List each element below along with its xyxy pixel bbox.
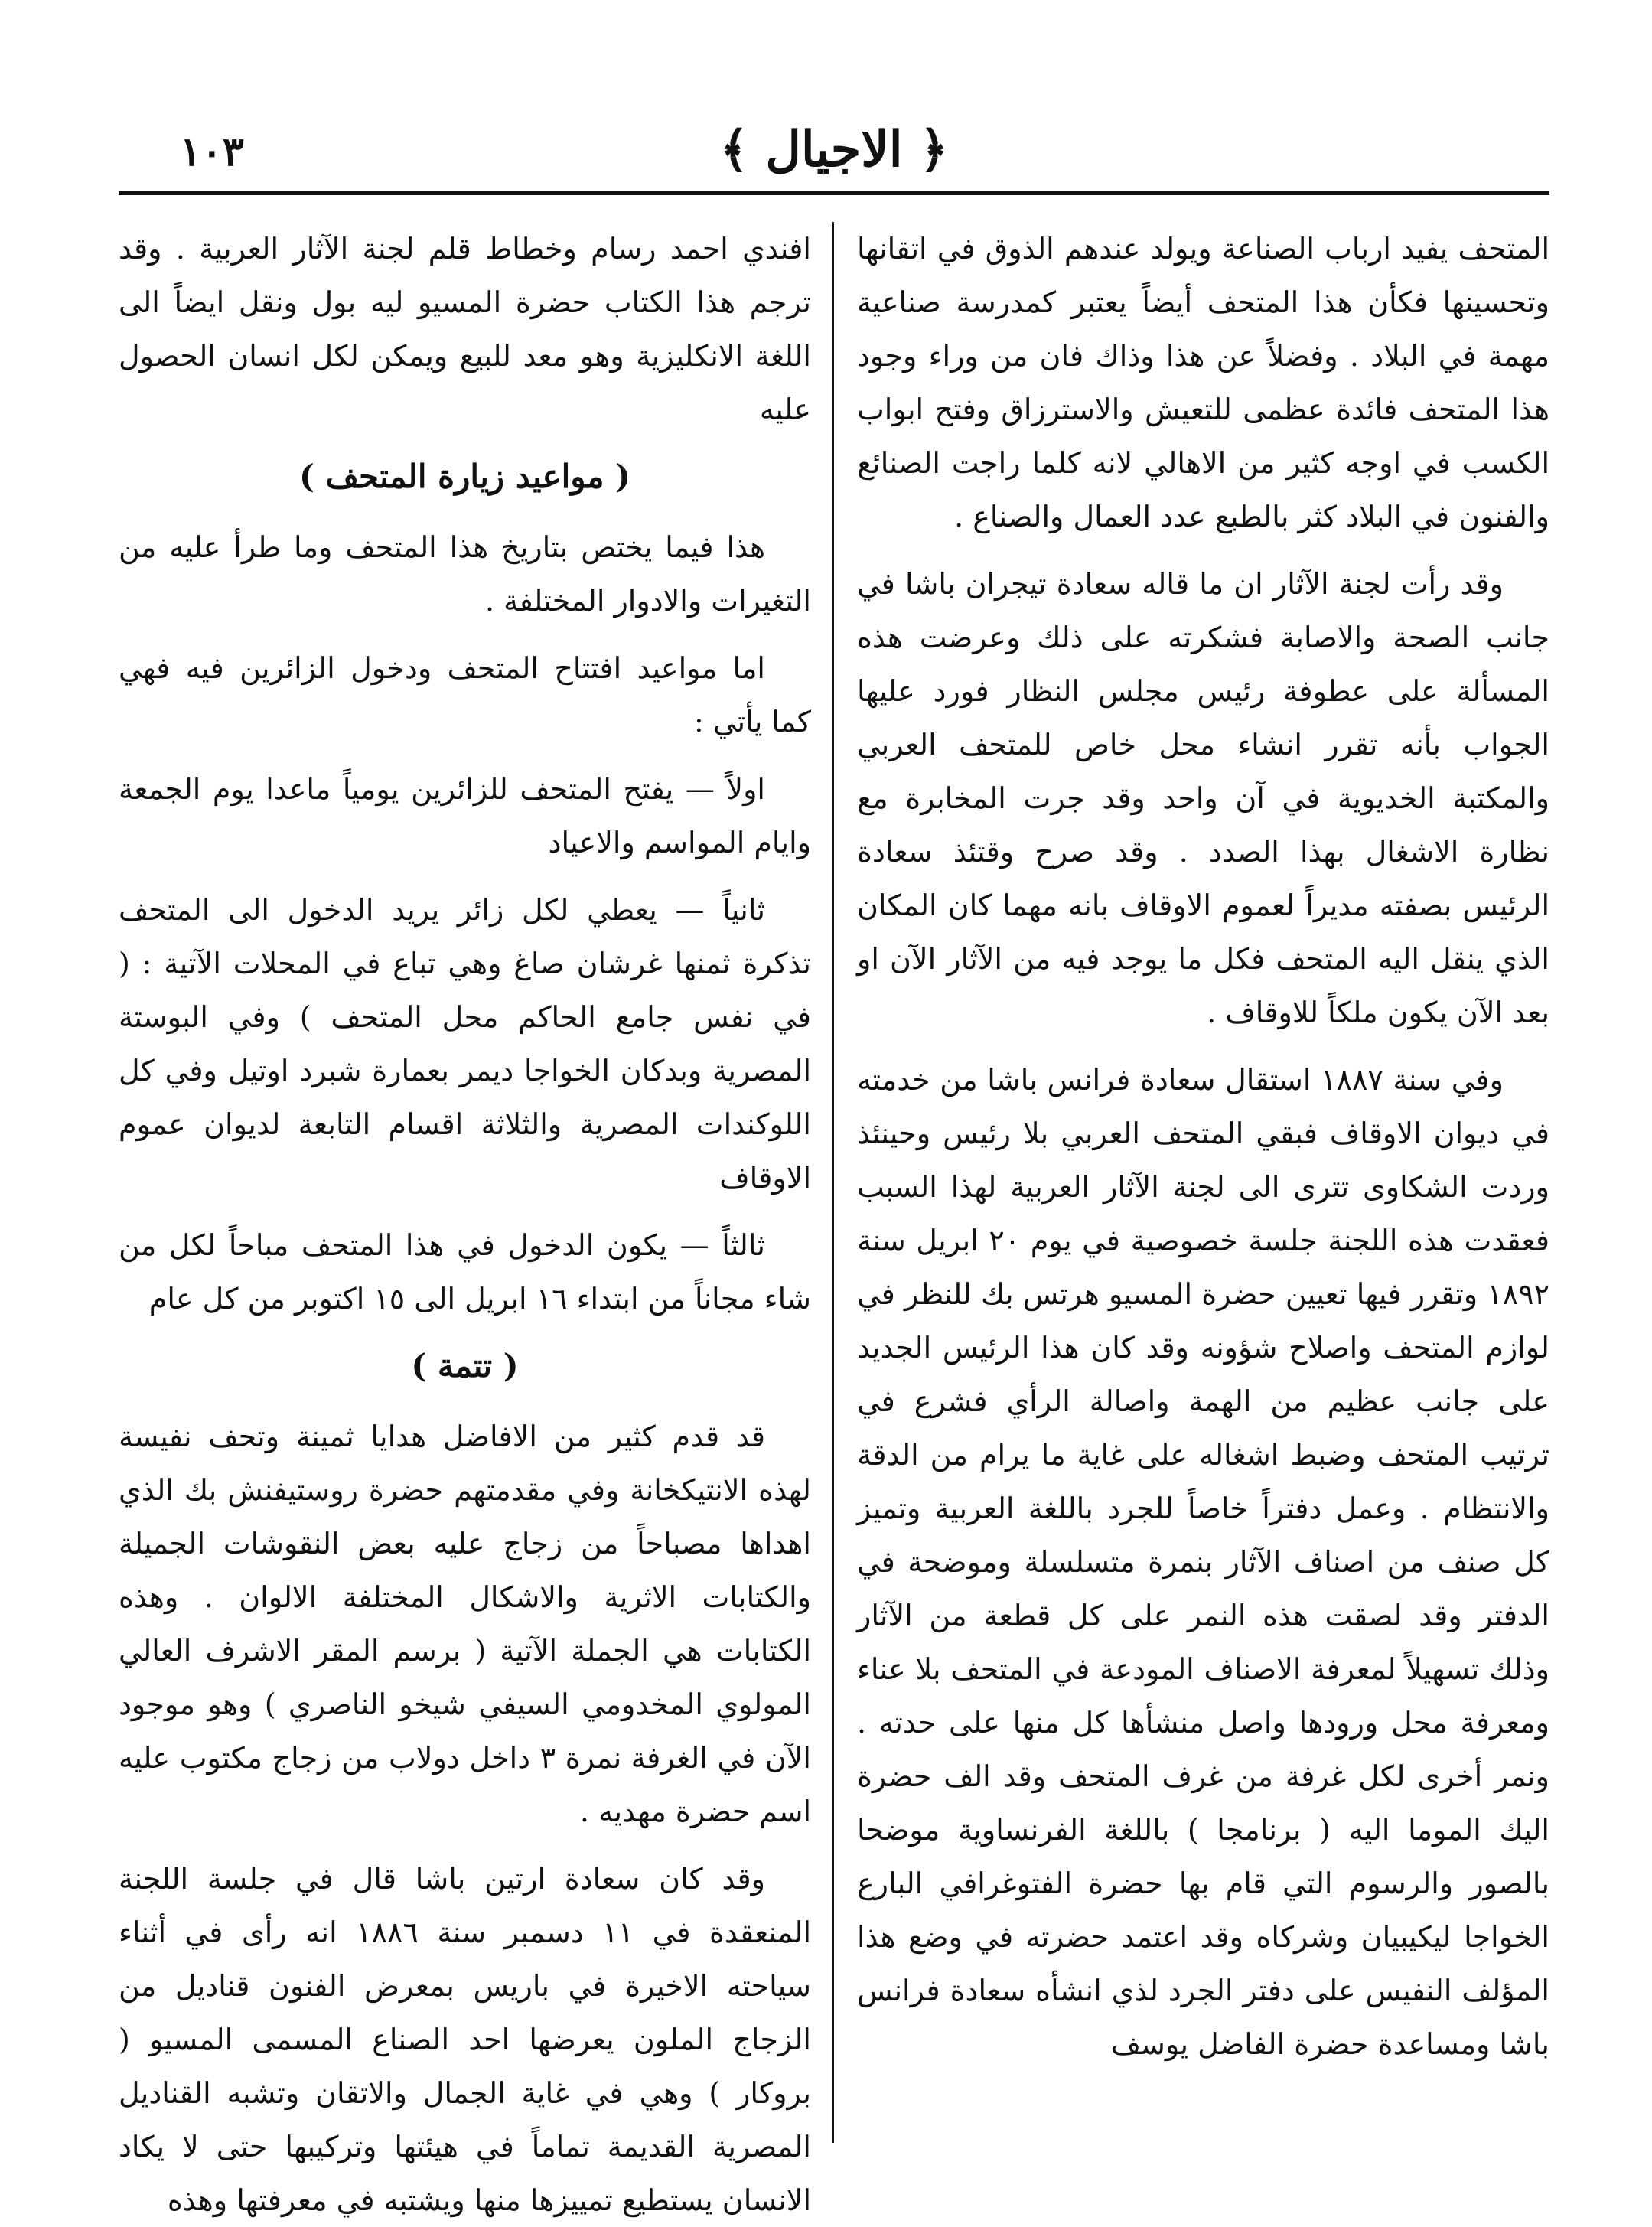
paragraph: اما مواعيد افتتاح المتحف ودخول الزائرين فيه فهي كما يأتي : <box>119 651 811 739</box>
paragraph: اولاً — يفتح المتحف للزائرين يومياً ماعدا يوم الجمعة وايام المواسم والاعياد <box>119 772 811 859</box>
section-heading: ( مواعيد زيارة المتحف ) <box>299 458 630 495</box>
column-divider <box>832 222 834 2143</box>
right-column <box>857 222 1549 2143</box>
publication-title: ﴿ الاجيال ﴾ <box>719 121 949 178</box>
left-column <box>119 222 811 2217</box>
paragraph: وقد كان سعادة ارتين باشا قال في جلسة اللجنة المنعقدة في ١١ دسمبر سنة ١٨٨٦ انه رأى في أثناء سياحته الاخيرة في باريس بمعرض الفنون قناديل من الزجاج الملون يعرضها احد الصناع المسمى المسيو ( بروكار ) وهي في غاية الجمال والاتقان وتشبه القناديل المصرية القديمة تماماً في هيئتها وتركيبها حتى لا يكاد الانسان يستطيع تمييزها منها ويشتبه في معرفتها وهذه <box>119 1862 811 2217</box>
newspaper-page <box>119 115 1549 2217</box>
section-heading: ( تتمة ) <box>411 1347 519 1384</box>
paragraph: وقد رأت لجنة الآثار ان ما قاله سعادة تيجران باشا في جانب الصحة والاصابة فشكرته على ذلك وعرضت هذه المسألة على عطوفة رئيس مجلس النظار فورد عليها الجواب بأنه تقرر انشاء محل خاص للمتحف العربي والمكتبة الخديوية في آن واحد وقد جرت المخابرة مع نظارة الاشغال بهذا الصدد . وقد صرح وقتئذ سعادة الرئيس بصفته مديراً لعموم الاوقاف بانه مهما كان المكان الذي ينقل اليه المتحف فكل ما يوجد فيه من الآثار الآن او بعد الآن يكون ملكاً للاوقاف . <box>857 567 1549 1029</box>
paragraph: ثالثاً — يكون الدخول في هذا المتحف مباحاً لكل من شاء مجاناً من ابتداء ١٦ ابريل الى ١٥ اكتوبر من كل عام <box>119 1228 811 1316</box>
paragraph: المتحف يفيد ارباب الصناعة ويولد عندهم الذوق في اتقانها وتحسينها فكأن هذا المتحف أيضاً يعتبر كمدرسة صناعية مهمة في البلاد . وفضلاً عن هذا وذاك فان من وراء وجود هذا المتحف فائدة عظمى للتعيش والاسترزاق وفتح ابواب الكسب في اوجه كثير من الاهالي لانه كلما راجت الصنائع والفنون في البلاد كثر بالطبع عدد العمال والصناع . <box>857 232 1549 533</box>
paragraph: وفي سنة ١٨٨٧ استقال سعادة فرانس باشا من خدمته في ديوان الاوقاف فبقي المتحف العربي بلا رئيس وحينئذ وردت الشكاوى تترى الى لجنة الآثار العربية لهذا السبب فعقدت هذه اللجنة جلسة خصوصية في يوم ٢٠ ابريل سنة ١٨٩٢ وتقرر فيها تعيين حضرة المسيو هرتس بك للنظر في لوازم المتحف واصلاح شؤونه وقد كان هذا الرئيس الجديد على جانب عظيم من الهمة واصالة الرأي فشرع في ترتيب المتحف وضبط اشغاله على غاية ما يرام من الدقة والانتظام . وعمل دفتراً خاصاً للجرد باللغة العربية وتميز كل صنف من اصناف الآثار بنمرة متسلسلة وموضحة في الدفتر وقد لصقت هذه النمر على كل قطعة من الآثار وذلك تسهيلاً لمعرفة الاصناف المودعة في المتحف بلا عناء ومعرفة محل ورودها واصل منشأها كل منها على حدته . ونمر أخرى لكل غرفة من غرف المتحف وقد الف حضرة اليك الموما اليه ( برنامجا ) باللغة الفرنساوية موضحا بالصور والرسوم التي قام بها حضرة الفتوغرافي البارع الخواجا ليكيبيان وشركاه وقد اعتمد حضرته في وضع هذا المؤلف النفيس على دفتر الجرد لذي انشأه سعادة فرانس باشا ومساعدة حضرة الفاضل يوسف <box>857 1063 1549 2061</box>
page-header <box>119 115 1549 199</box>
paragraph: ثانياً — يعطي لكل زائر يريد الدخول الى المتحف تذكرة ثمنها غرشان صاغ وهي تباع في المحلات الآتية : ( في نفس جامع الحاكم محل المتحف ) وفي البوستة المصرية وبدكان الخواجا ديمر بعمارة شبرد اوتيل وفي كل اللوكندات المصرية والثلاثة اقسام التابعة لديوان عموم الاوقاف <box>119 893 811 1195</box>
text-columns <box>119 222 1549 2217</box>
header-rule <box>119 191 1549 195</box>
paragraph: قد قدم كثير من الافاضل هدايا ثمينة وتحف نفيسة لهذه الانتيكخانة وفي مقدمتهم حضرة روستيفنش بك الذي اهداها مصباحاً من زجاج عليه بعض النقوشات الجميلة والكتابات الاثرية والاشكال المختلفة الالوان . وهذه الكتابات هي الجملة الآتية ( برسم المقر الاشرف العالي المولوي المخدومي السيفي شيخو الناصري ) وهو موجود الآن في الغرفة نمرة ٣ داخل دولاب من زجاج مكتوب عليه اسم حضرة مهديه . <box>119 1420 811 1828</box>
paragraph: افندي احمد رسام وخطاط قلم لجنة الآثار العربية . وقد ترجم هذا الكتاب حضرة المسيو ليه بول ونقل ايضاً الى اللغة الانكليزية وهو معد للبيع ويمكن لكل انسان الحصول عليه <box>119 232 811 426</box>
page-number: ١٠٣ <box>180 129 244 175</box>
paragraph: هذا فيما يختص بتاريخ هذا المتحف وما طرأ عليه من التغيرات والادوار المختلفة . <box>119 530 811 618</box>
